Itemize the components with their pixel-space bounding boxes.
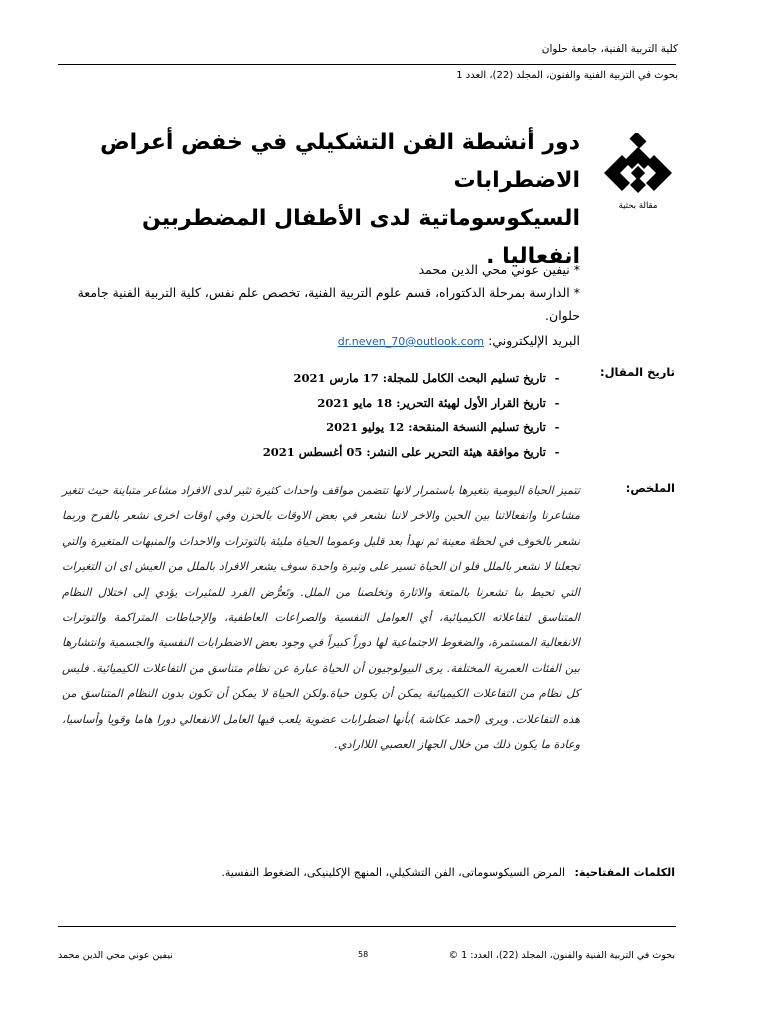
author-email-link[interactable]: dr.neven_70@outlook.com [337, 335, 485, 348]
header-journal: بحوث في التربية الفنية والفنون، المجلد (22)، العدد 1 [456, 70, 678, 81]
date-item [263, 440, 568, 465]
article-title-line-1: دور أنشطة الفن التشكيلي في خفض أعراض الاضطرابات [100, 130, 580, 193]
header-divider [58, 64, 676, 65]
footer-author: نيفين عوني محي الدين محمد [58, 950, 173, 961]
date-item [263, 391, 568, 416]
date-item-text: تاريخ القرار الأول لهيئة التحرير: 18 مايو 2021 [317, 395, 546, 410]
abstract-label: الملخص: [625, 481, 675, 495]
dash-bullet: - [554, 420, 560, 434]
dash-bullet: - [554, 444, 560, 459]
footer-divider [58, 926, 676, 927]
keywords-text: المرض السيكوسوماتى، الفن التشكيلي، المنهج الإكلينيكى، الضغوط النفسية. [221, 866, 566, 879]
date-item [263, 415, 568, 440]
author-block [65, 258, 580, 353]
dash-bullet: - [554, 371, 560, 385]
article-title [70, 124, 580, 276]
page-number: 58 [358, 950, 369, 959]
date-item-text: تاريخ موافقة هيئة التحرير على النشر: 05 أغسطس 2021 [262, 444, 546, 459]
article-type-caption: مقالة بحثية [618, 201, 658, 211]
author-affiliation: * الدارسة بمرحلة الدكتوراه، قسم علوم التربية الفنية، تخصص علم نفس، كلية التربية الفنية جامعة حلوان. [77, 285, 580, 323]
author-name: * نيفين عوني محي الدين محمد [418, 262, 580, 277]
email-label: البريد الإليكتروني: [488, 333, 580, 348]
date-item-text: تاريخ تسليم النسخة المنقحة: 12 يوليو 2021 [326, 420, 546, 434]
article-title-line-2: السيكوسوماتية لدى الأطفال المضطربين انفعاليا . [142, 206, 580, 269]
journal-logo-icon [600, 133, 676, 199]
keywords-label: الكلمات المفتاحية: [574, 866, 675, 879]
date-item [263, 366, 568, 391]
article-dates-list [263, 366, 568, 464]
abstract-text: تتميز الحياة اليومية بتغيرها باستمرار لانها تتضمن مواقف واحداث كثيرة تثير لدى الافراد مشاعر متباينة حيث تتغير مشاعرنا وانفعالاتنا بين الحين والاخر لاننا نشعر في بعض الاوقات بالحزن وفي اوقات اخرى نشعر بالفرح وربما نشعر بالخوف في لحظة معينة ثم نهدأ بعد قليل وعموما الحياة مليئة بالتوترات والاحداث والمنبهات المتغيرة والتي تجعلنا لا نشعر بالملل فلو ان الحياة تسير على وتيرة واحدة سوف يشعر الافراد بالملل من العيش اى ان التغيرات التي تحيط بنا تشعرنا بالمتعة والاثارة وتخلصنا من الملل. وتَعرُّض الفرد للمثيرات يؤدي إلى اختلال النظام المتناسق لتفاعلاته الكيميائية، أي العوامل النفسية والصراعات العاطفية، والإحباطات المتراكمة والتوترات الانفعالية المستمرة، والضغوط الاجتماعية لها دوراً كبيراً في وجود بعض الاضطرابات النفسية والجسمية وانتشارها بين الفئات العمرية المختلفة. يرى البيولوجيون أن الحياة عبارة عن نظام متناسق من التفاعلات الكيميائية. فليس كل نظام من التفاعلات الكيميائية يمكن أن يكون حياة.ولكن الحياة لا يمكن أن تكون بدون النظام المتناسق من هذه التفاعلات. ويرى (احمد عكاشة )بأنها اضطرابات عضوية يلعب فيها العامل الانفعالي دورا هاما وقويا وأساسيا، وعادة ما يكون ذلك من خلال الجهاز العصبي اللاارادي. [62, 484, 580, 752]
header-college: كلية التربية الفنية، جامعة حلوان [541, 43, 678, 55]
footer-journal: بحوث في التربية الفنية والفنون، المجلد (22)، العدد: 1 © [448, 950, 675, 961]
dash-bullet: - [554, 395, 560, 410]
keywords-line [55, 866, 675, 879]
author-email-line [65, 329, 580, 353]
article-dates-label: تاريخ المقال: [599, 365, 675, 379]
date-item-text: تاريخ تسليم البحث الكامل للمجلة: 17 مارس 2021 [293, 371, 546, 385]
